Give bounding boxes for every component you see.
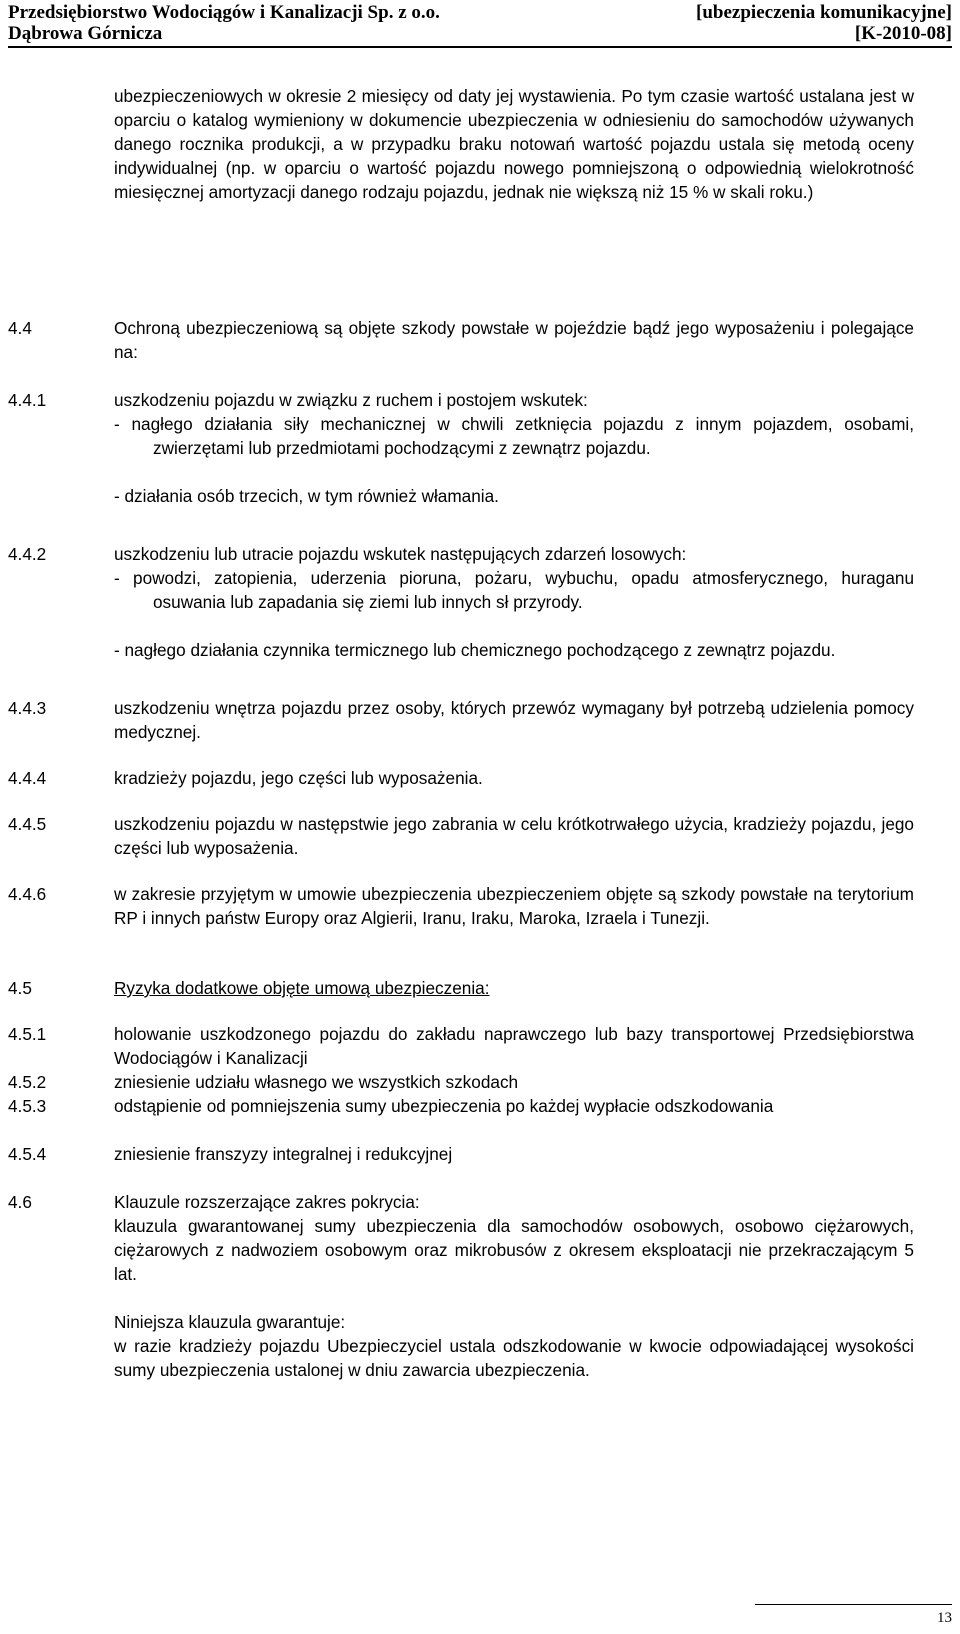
section-text: zniesienie udziału własnego we wszystkich szkodach bbox=[114, 1072, 519, 1092]
header-code: [K-2010-08] bbox=[854, 23, 952, 44]
section-text: Ochroną ubezpieczeniową są objęte szkody powstałe w pojeździe bądź jego wyposażeniu i polegające na: bbox=[114, 318, 914, 362]
section-number: 4.5.2 bbox=[8, 1072, 47, 1092]
section-text: odstąpienie od pomniejszenia sumy ubezpieczenia po każdej wypłacie odszkodowania bbox=[114, 1096, 774, 1116]
page-number: 13 bbox=[937, 1610, 952, 1626]
bullet-item: - działania osób trzecich, w tym również włamania. bbox=[114, 486, 499, 506]
intro-paragraph: ubezpieczeniowych w okresie 2 miesięcy od daty jej wystawienia. Po tym czasie wartość ustalana jest w oparciu o katalog wymieniony w dokumencie ubezpieczenia w odniesieniu do samochodów używanych danego rocznika produkcji, a w przypadku braku notowań wartość pojazdu ustala się metodą oceny indywidualnej (np. w oparciu o wartość pojazdu nowego pomniejszoną o odpowiednią wielokrotność miesięcznej amortyzacji danego rodzaju pojazdu, jednak nie większą niż 15 % w skali roku.) bbox=[114, 86, 914, 202]
header-divider bbox=[8, 46, 952, 48]
page-header bbox=[0, 0, 960, 46]
section-number: 4.5.4 bbox=[8, 1144, 47, 1164]
section-number: 4.4.4 bbox=[8, 768, 47, 788]
section-number: 4.4.1 bbox=[8, 390, 47, 410]
section-text: kradzieży pojazdu, jego części lub wyposażenia. bbox=[114, 768, 483, 788]
section-text: uszkodzeniu pojazdu w związku z ruchem i postojem wskutek: bbox=[114, 390, 588, 410]
section-number: 4.4.2 bbox=[8, 544, 47, 564]
section-text: holowanie uszkodzonego pojazdu do zakładu naprawczego lub bazy transportowej Przedsiębiorstwa Wodociągów i Kanalizacji bbox=[114, 1024, 914, 1068]
section-heading: Klauzule rozszerzające zakres pokrycia: bbox=[114, 1192, 420, 1212]
section-heading: Ryzyka dodatkowe objęte umową ubezpieczenia: bbox=[114, 978, 490, 998]
section-heading: Niniejsza klauzula gwarantuje: bbox=[114, 1312, 346, 1332]
section-number: 4.5.3 bbox=[8, 1096, 47, 1116]
header-company: Przedsiębiorstwo Wodociągów i Kanalizacji Sp. z o.o. bbox=[8, 2, 440, 23]
section-number: 4.4 bbox=[8, 318, 32, 338]
section-number: 4.6 bbox=[8, 1192, 32, 1212]
section-number: 4.5 bbox=[8, 978, 32, 998]
section-text: w zakresie przyjętym w umowie ubezpieczenia ubezpieczeniem objęte są szkody powstałe na terytorium RP i innych państw Europy oraz Algierii, Iranu, Iraku, Maroka, Izraela i Tunezji. bbox=[114, 884, 914, 928]
section-number: 4.4.5 bbox=[8, 814, 47, 834]
header-topic: [ubezpieczenia komunikacyjne] bbox=[696, 2, 952, 23]
section-text: uszkodzeniu pojazdu w następstwie jego zabrania w celu krótkotrwałego użycia, kradzieży pojazdu, jego części lub wyposażenia. bbox=[114, 814, 914, 858]
section-text: zniesienie franszyzy integralnej i redukcyjnej bbox=[114, 1144, 453, 1164]
section-number: 4.4.3 bbox=[8, 698, 47, 718]
section-text: uszkodzeniu lub utracie pojazdu wskutek następujących zdarzeń losowych: bbox=[114, 544, 687, 564]
header-city: Dąbrowa Górnicza bbox=[8, 23, 163, 44]
section-number: 4.5.1 bbox=[8, 1024, 47, 1044]
bullet-item: - nagłego działania czynnika termicznego lub chemicznego pochodzącego z zewnątrz pojazdu. bbox=[114, 640, 836, 660]
bullet-item: - powodzi, zatopienia, uderzenia pioruna, pożaru, wybuchu, opadu atmosferycznego, huraganu osuwania lub zapadania się ziemi lub innych sł przyrody. bbox=[114, 568, 914, 612]
section-text: klauzula gwarantowanej sumy ubezpieczenia dla samochodów osobowych, osobowo ciężarowych, ciężarowych z nadwoziem osobowym oraz mikrobusów z okresem eksploatacji nie przekraczającym 5 lat. bbox=[114, 1216, 914, 1284]
section-text: uszkodzeniu wnętrza pojazdu przez osoby, których przewóz wymagany był potrzebą udzielenia pomocy medycznej. bbox=[114, 698, 914, 742]
bullet-item: - nagłego działania siły mechanicznej w chwili zetknięcia pojazdu z innym pojazdem, osobami, zwierzętami lub przedmiotami pochodzącymi z zewnątrz pojazdu. bbox=[114, 414, 914, 458]
footer-divider bbox=[755, 1604, 952, 1605]
section-text: w razie kradzieży pojazdu Ubezpieczyciel ustala odszkodowanie w kwocie odpowiadającej wysokości sumy ubezpieczenia ustalonej w dniu zawarcia ubezpieczenia. bbox=[114, 1336, 914, 1380]
section-number: 4.4.6 bbox=[8, 884, 47, 904]
